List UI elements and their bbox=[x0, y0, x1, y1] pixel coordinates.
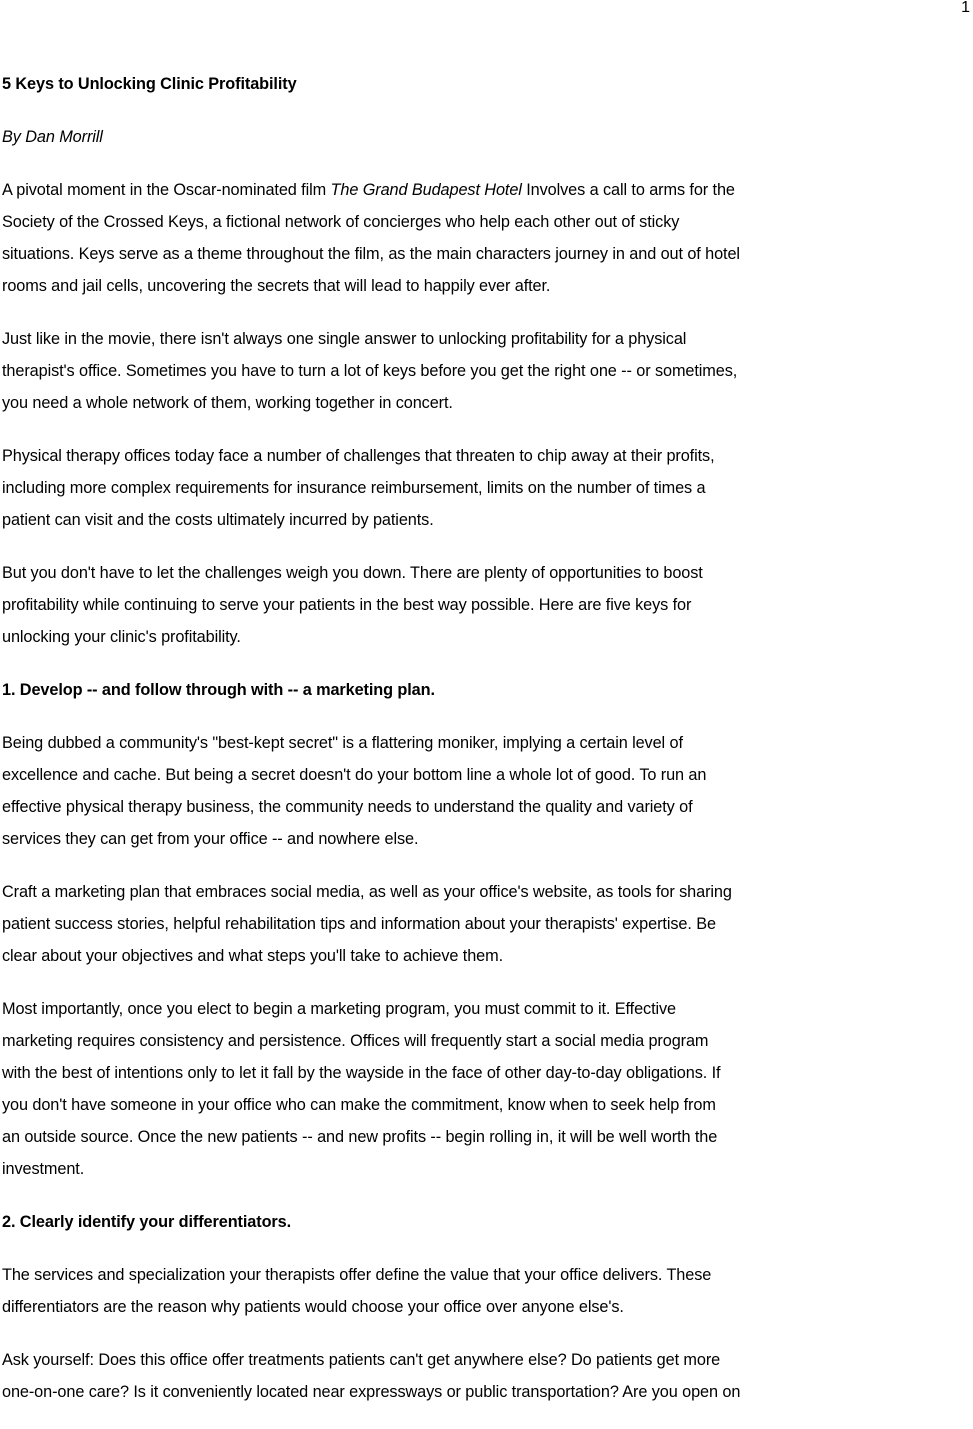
text-run: investment. bbox=[2, 1160, 85, 1178]
paragraph bbox=[2, 557, 973, 653]
text-run: marketing requires consistency and persistence. Offices will frequently start a social media program bbox=[2, 1032, 709, 1050]
text-line bbox=[2, 174, 973, 206]
text-run: 5 Keys to Unlocking Clinic Profitability bbox=[2, 75, 297, 93]
paragraph bbox=[2, 1259, 973, 1323]
text-line bbox=[2, 908, 973, 940]
text-line bbox=[2, 759, 973, 791]
text-run: including more complex requirements for insurance reimbursement, limits on the number of times a bbox=[2, 479, 706, 497]
text-run: you don't have someone in your office who can make the commitment, know when to seek help from bbox=[2, 1096, 716, 1114]
text-line bbox=[2, 472, 973, 504]
text-line bbox=[2, 387, 973, 419]
text-run: effective physical therapy business, the community needs to understand the quality and variety of bbox=[2, 798, 693, 816]
text-run: patient can visit and the costs ultimately incurred by patients. bbox=[2, 511, 434, 529]
text-line bbox=[2, 440, 973, 472]
text-run: Most importantly, once you elect to begin a marketing program, you must commit to it. Effective bbox=[2, 1000, 677, 1018]
text-line bbox=[2, 121, 973, 153]
text-line bbox=[2, 1089, 973, 1121]
text-line bbox=[2, 674, 973, 706]
text-line bbox=[2, 270, 973, 302]
text-run: Physical therapy offices today face a number of challenges that threaten to chip away at their profits, bbox=[2, 447, 715, 465]
paragraph bbox=[2, 174, 973, 302]
text-line bbox=[2, 727, 973, 759]
text-line bbox=[2, 1206, 973, 1238]
text-line bbox=[2, 1153, 973, 1185]
text-line bbox=[2, 1291, 973, 1323]
text-line bbox=[2, 1259, 973, 1291]
text-run: 1. Develop -- and follow through with -- a marketing plan. bbox=[2, 681, 435, 699]
text-line bbox=[2, 504, 973, 536]
text-run: Involves a call to arms for the bbox=[521, 181, 735, 199]
text-run: excellence and cache. But being a secret doesn't do your bottom line a whole lot of good. To run an bbox=[2, 766, 707, 784]
text-run: one-on-one care? Is it conveniently located near expressways or public transportation? Are you open on bbox=[2, 1383, 741, 1401]
section-heading bbox=[2, 1206, 973, 1238]
text-run: Craft a marketing plan that embraces social media, as well as your office's website, as tools for sharing bbox=[2, 883, 732, 901]
text-line bbox=[2, 993, 973, 1025]
text-run: Just like in the movie, there isn't always one single answer to unlocking profitability for a physical bbox=[2, 330, 687, 348]
text-line bbox=[2, 1025, 973, 1057]
paragraph bbox=[2, 876, 973, 972]
text-run: patient success stories, helpful rehabilitation tips and information about your therapists' expertise. Be bbox=[2, 915, 716, 933]
italic-title: The Grand Budapest Hotel bbox=[330, 181, 522, 199]
text-line bbox=[2, 1376, 973, 1408]
byline bbox=[2, 121, 973, 153]
text-line bbox=[2, 557, 973, 589]
text-run: an outside source. Once the new patients -- and new profits -- begin rolling in, it will be well worth the bbox=[2, 1128, 718, 1146]
text-run: situations. Keys serve as a theme throughout the film, as the main characters journey in and out of hotel bbox=[2, 245, 740, 263]
paragraph bbox=[2, 440, 973, 536]
text-run: A pivotal moment in the Oscar-nominated film bbox=[2, 181, 331, 199]
text-run: clear about your objectives and what steps you'll take to achieve them. bbox=[2, 947, 504, 965]
text-line bbox=[2, 621, 973, 653]
text-line bbox=[2, 791, 973, 823]
text-run: services they can get from your office -- and nowhere else. bbox=[2, 830, 419, 848]
text-line bbox=[2, 323, 973, 355]
text-run: The services and specialization your therapists offer define the value that your office delivers. These bbox=[2, 1266, 712, 1284]
text-line bbox=[2, 1121, 973, 1153]
document-body bbox=[2, 68, 973, 1429]
text-run: differentiators are the reason why patients would choose your office over anyone else's. bbox=[2, 1298, 624, 1316]
text-line bbox=[2, 940, 973, 972]
text-run: with the best of intentions only to let it fall by the wayside in the face of other day-to-day obligations. If bbox=[2, 1064, 721, 1082]
section-heading bbox=[2, 674, 973, 706]
text-line bbox=[2, 823, 973, 855]
text-line bbox=[2, 1057, 973, 1089]
paragraph bbox=[2, 993, 973, 1185]
text-line bbox=[2, 68, 973, 100]
text-run: By Dan Morrill bbox=[2, 128, 103, 146]
text-run: But you don't have to let the challenges weigh you down. There are plenty of opportunities to boost bbox=[2, 564, 703, 582]
text-run: rooms and jail cells, uncovering the secrets that will lead to happily ever after. bbox=[2, 277, 551, 295]
text-run: therapist's office. Sometimes you have to turn a lot of keys before you get the right one -- or sometimes, bbox=[2, 362, 738, 380]
text-run: Society of the Crossed Keys, a fictional network of concierges who help each other out of sticky bbox=[2, 213, 680, 231]
text-line bbox=[2, 876, 973, 908]
page-number: 1 bbox=[961, 0, 970, 16]
paragraph bbox=[2, 727, 973, 855]
text-line bbox=[2, 238, 973, 270]
text-run: unlocking your clinic's profitability. bbox=[2, 628, 241, 646]
text-line bbox=[2, 355, 973, 387]
document-title bbox=[2, 68, 973, 100]
text-run: 2. Clearly identify your differentiators. bbox=[2, 1213, 292, 1231]
text-line bbox=[2, 589, 973, 621]
paragraph bbox=[2, 323, 973, 419]
paragraph bbox=[2, 1344, 973, 1408]
text-line bbox=[2, 1344, 973, 1376]
text-run: Ask yourself: Does this office offer treatments patients can't get anywhere else? Do patients get more bbox=[2, 1351, 721, 1369]
text-run: Being dubbed a community's "best-kept secret" is a flattering moniker, implying a certain level of bbox=[2, 734, 683, 752]
text-run: profitability while continuing to serve your patients in the best way possible. Here are five keys for bbox=[2, 596, 692, 614]
text-run: you need a whole network of them, working together in concert. bbox=[2, 394, 453, 412]
text-line bbox=[2, 206, 973, 238]
